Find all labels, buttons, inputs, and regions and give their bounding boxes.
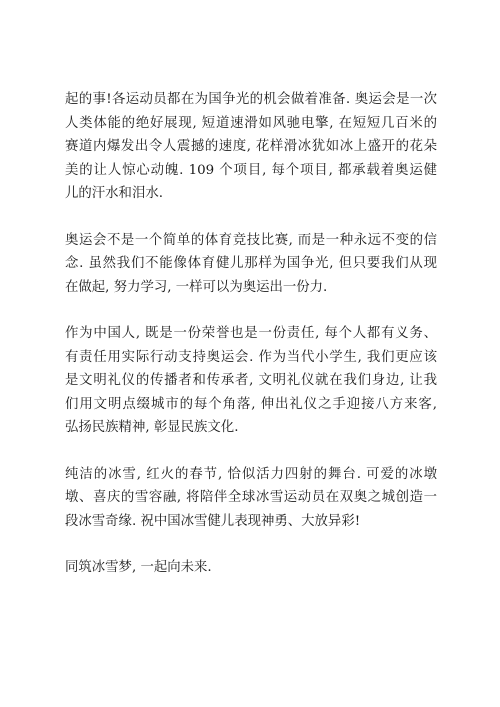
text-line: 们用文明点缀城市的每个角落, 伸出礼仪之手迎接八方来客,: [65, 396, 437, 412]
paragraph-3: [65, 322, 437, 440]
text-line: 是文明礼仪的传播者和传承者, 文明礼仪就在我们身边, 让我: [65, 373, 437, 388]
text-line: 弘扬民族精神, 彰显民族文化.: [65, 420, 239, 435]
paragraph-gap: [65, 440, 437, 463]
paragraph-gap: [65, 206, 437, 229]
text-line: 在做起, 努力学习, 一样可以为奥运出一份力.: [65, 279, 328, 295]
text-line: 墩、喜庆的雪容融, 将陪伴全球冰雪运动员在双奥之城创造一: [65, 490, 437, 505]
text-line: 作为中国人, 既是一份荣誉也是一份责任, 每个人都有义务、: [65, 326, 437, 341]
text-line: 同筑冰雪梦, 一起向未来.: [65, 560, 212, 575]
text-line: 念. 虽然我们不能像体育健儿那样为国争光, 但只要我们从现: [65, 256, 437, 271]
document-body: [65, 88, 437, 580]
paragraph-1: [65, 88, 437, 206]
paragraph-gap: [65, 299, 437, 322]
paragraph-5: [65, 556, 437, 580]
text-line: 有责任用实际行动支持奥运会. 作为当代小学生, 我们更应该: [65, 349, 437, 365]
text-line: 儿的汗水和泪水.: [65, 186, 163, 201]
text-line: 起的事!各运动员都在为国争光的机会做着准备. 奥运会是一次: [65, 92, 437, 107]
text-line: 奥运会不是一个简单的体育竞技比赛, 而是一种永远不变的信: [65, 232, 437, 248]
text-line: 美的让人惊心动魄. 109 个项目, 每个项目, 都承载着奥运健: [65, 162, 437, 178]
paragraph-gap: [65, 533, 437, 556]
text-line: 段冰雪奇缘. 祝中国冰雪健儿表现神勇、大放异彩!: [65, 513, 361, 529]
text-line: 纯洁的冰雪, 红火的春节, 恰似活力四射的舞台. 可爱的冰墩: [65, 466, 437, 482]
text-line: 赛道内爆发出令人震撼的速度, 花样滑冰犹如冰上盛开的花朵: [65, 139, 437, 154]
text-line: 人类体能的绝好展现, 短道速滑如风驰电擎, 在短短几百米的: [65, 115, 437, 131]
paragraph-2: [65, 229, 437, 300]
paragraph-4: [65, 463, 437, 534]
